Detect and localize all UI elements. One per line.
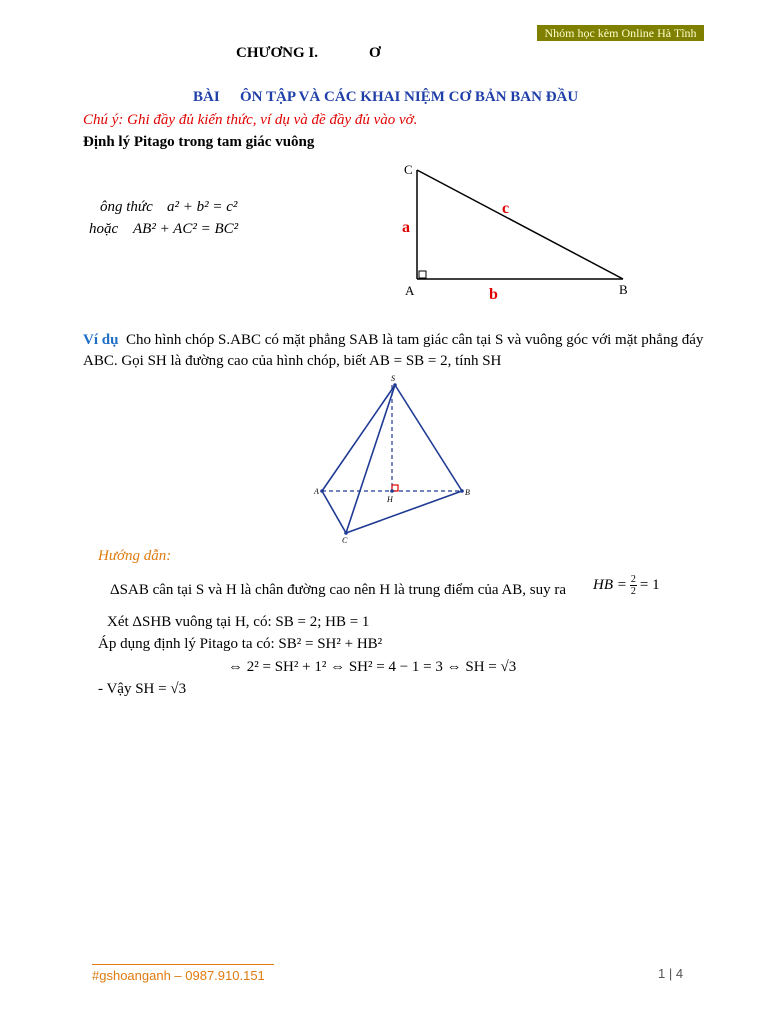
guide-line-4: ⇔ 2² = SH² + 1² ⇔ SH² = 4 − 1 = 3 ⇔ SH = √3	[228, 659, 517, 675]
hb-formula	[593, 574, 660, 597]
formula-label: ông thức	[100, 199, 153, 215]
note-text: Chú ý: Ghi đầy đủ kiến thức, ví dụ và đề đầy đủ vào vở.	[83, 112, 418, 128]
theorem-title: Định lý Pitago trong tam giác vuông	[83, 134, 315, 150]
hb-fraction-denominator: 2	[630, 586, 636, 597]
chapter-suffix: Ơ	[369, 45, 381, 61]
right-triangle-figure	[390, 158, 640, 308]
guide-line-5: - Vậy SH = √3	[98, 681, 187, 697]
side-c-label: c	[502, 200, 510, 217]
example-label: Ví dụ	[83, 332, 119, 348]
page-number: 1 | 4	[658, 966, 684, 981]
footer-contact: #gshoanganh – 0987.910.151	[92, 968, 265, 983]
hb-formula-lhs: HB =	[593, 577, 627, 593]
lesson-title: ÔN TẬP VÀ CÁC KHAI NIỆM CƠ BẢN BAN ĐẦU	[240, 89, 579, 105]
vertex-a-label: A	[314, 487, 319, 496]
hb-fraction	[630, 574, 637, 597]
right-angle-marker	[419, 271, 426, 278]
side-a-label: a	[402, 219, 410, 236]
vertex-s-label: S	[391, 374, 395, 383]
example-text: Cho hình chóp S.ABC có mặt phẳng SAB là tam giác cân tại S và vuông góc với mặt phẳng đáy ABC. Gọi SH là đường cao của hình chóp, biết AB = SB = 2, tính SH	[83, 332, 704, 369]
lesson-label: BÀI	[193, 89, 220, 105]
vertex-b-label: B	[619, 282, 628, 297]
footer-divider	[92, 964, 274, 965]
formula-pythagoras: a² + b² = c²	[167, 199, 238, 215]
hb-fraction-numerator: 2	[630, 574, 636, 585]
or-label: hoặc	[89, 221, 119, 237]
hb-formula-rhs: = 1	[639, 577, 660, 593]
group-badge: Nhóm học kèm Online Hà Tĩnh	[537, 25, 704, 41]
chapter-label: CHƯƠNG I.	[236, 45, 318, 61]
vertex-c-label: C	[342, 536, 348, 545]
guide-line-1: ΔSAB cân tại S và H là chân đường cao nên H là trung điểm của AB, suy ra	[110, 582, 567, 598]
vertex-c-label: C	[404, 162, 413, 177]
guide-line-2: Xét ΔSHB vuông tại H, có: SB = 2; HB = 1	[107, 614, 370, 630]
foot-h-label: H	[387, 495, 393, 504]
vertex-b-label: B	[465, 488, 470, 497]
guide-label: Hướng dẫn:	[98, 548, 172, 564]
guide-line-3: Áp dụng định lý Pitago ta có: SB² = SH² + HB²	[98, 636, 383, 652]
vertex-a-label: A	[405, 283, 415, 298]
side-b-label: b	[489, 286, 498, 303]
formula-pythagoras-abc: AB² + AC² = BC²	[133, 221, 239, 237]
example-paragraph	[83, 330, 708, 372]
pyramid-figure	[310, 370, 480, 550]
